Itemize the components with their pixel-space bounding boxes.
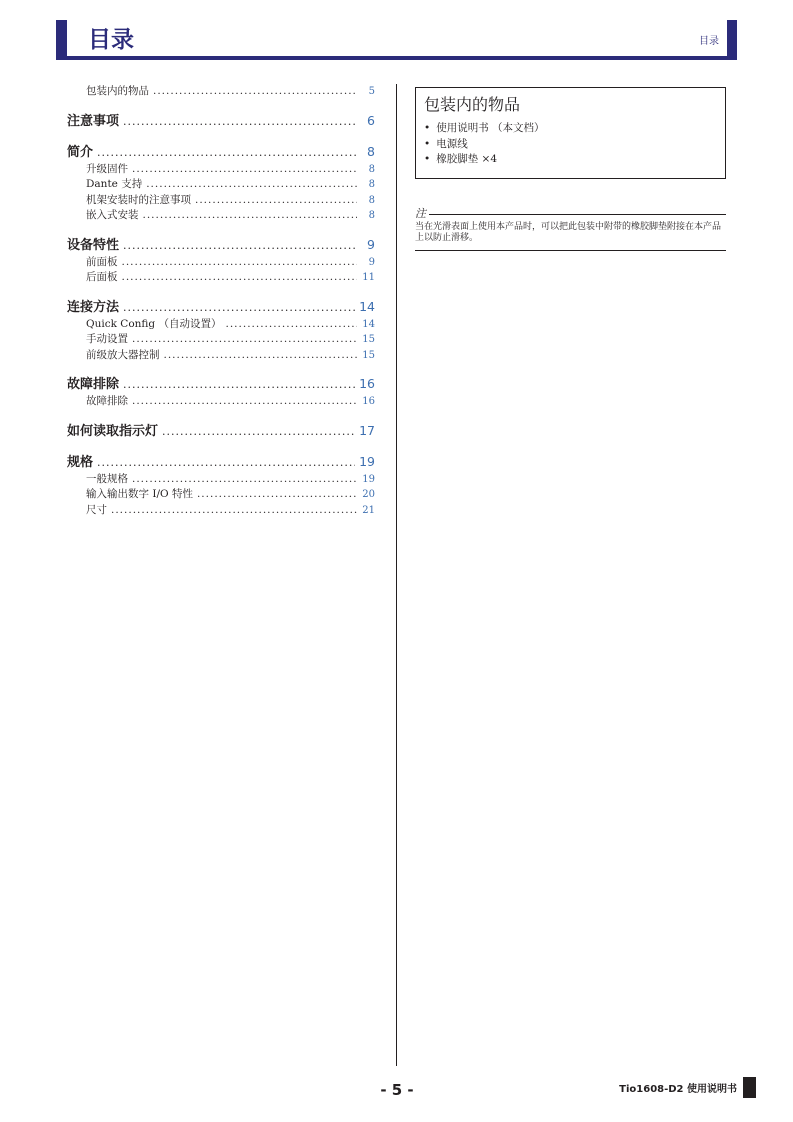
toc-entry-main[interactable] xyxy=(67,375,375,394)
toc-entry-label: 设备特性 xyxy=(67,237,120,253)
toc-entry-main[interactable] xyxy=(67,236,375,255)
table-of-contents xyxy=(67,84,375,518)
toc-entry-sub[interactable] xyxy=(67,487,375,503)
toc-entry-sub[interactable] xyxy=(67,394,375,410)
toc-page-link[interactable]: 8 xyxy=(368,210,375,221)
toc-entry-sub[interactable] xyxy=(67,177,375,193)
toc-page-link[interactable]: 16 xyxy=(362,396,375,407)
toc-entry-sub[interactable] xyxy=(67,332,375,348)
toc-entry-label: 尺寸 xyxy=(86,503,107,516)
toc-entry-sub[interactable] xyxy=(67,270,375,286)
toc-entry-sub[interactable] xyxy=(67,503,375,519)
toc-entry-label: 嵌入式安装 xyxy=(86,209,139,221)
toc-group-gap xyxy=(67,286,375,298)
toc-entry-label: 手动设置 xyxy=(86,333,128,345)
toc-entry-label: 前级放大器控制 xyxy=(86,348,160,361)
toc-entry-label: 故障排除 xyxy=(86,395,128,407)
list-item: • 电源线 xyxy=(424,137,717,153)
toc-entry-sub[interactable] xyxy=(67,255,375,271)
toc-page-link[interactable]: 20 xyxy=(362,489,375,500)
toc-group-gap xyxy=(67,131,375,143)
column-divider xyxy=(396,84,397,1066)
toc-entry-main[interactable] xyxy=(67,422,375,441)
package-contents-box xyxy=(415,87,726,179)
toc-leader-dots xyxy=(132,394,357,410)
toc-entry-label: 升级固件 xyxy=(86,162,128,175)
toc-entry-sub[interactable] xyxy=(67,317,375,333)
toc-entry-label: Quick Config （自动设置） xyxy=(86,317,222,330)
toc-leader-dots xyxy=(123,113,357,131)
section-label: 目录 xyxy=(699,36,719,47)
list-item: • 橡胶脚垫 ×4 xyxy=(424,152,717,168)
toc-page-link[interactable]: 8 xyxy=(367,143,375,159)
toc-entry-label: 规格 xyxy=(67,454,94,470)
toc-leader-dots xyxy=(132,332,357,348)
toc-leader-dots xyxy=(132,162,357,178)
header-accent-right xyxy=(727,20,737,60)
toc-entry-label: 故障排除 xyxy=(67,377,120,392)
toc-entry-label: 机架安装时的注意事项 xyxy=(86,193,191,206)
toc-page-link[interactable]: 9 xyxy=(367,236,375,252)
toc-entry-main[interactable] xyxy=(67,143,375,162)
note-label: 注 xyxy=(415,207,426,220)
toc-page-link[interactable]: 8 xyxy=(368,163,375,175)
page-number: - 5 - xyxy=(380,1081,414,1099)
toc-leader-dots xyxy=(97,144,357,162)
list-item: • 使用说明书 （本文档） xyxy=(424,121,717,137)
toc-page-link[interactable]: 14 xyxy=(362,318,375,330)
toc-entry-label: Dante 支持 xyxy=(86,178,143,190)
toc-page-link[interactable]: 8 xyxy=(368,179,375,190)
toc-entry-label: 注意事项 xyxy=(67,113,120,129)
toc-entry-sub[interactable] xyxy=(67,84,375,100)
toc-leader-dots xyxy=(143,208,358,224)
toc-entry-label: 输入输出数字 I/O 特性 xyxy=(86,488,193,500)
toc-entry-label: 后面板 xyxy=(86,271,118,283)
toc-page-link[interactable]: 6 xyxy=(367,112,375,128)
toc-page-link[interactable]: 5 xyxy=(368,86,375,97)
toc-leader-dots xyxy=(123,299,355,317)
package-contents-title: 包装内的物品 xyxy=(424,95,521,114)
toc-page-link[interactable]: 19 xyxy=(359,453,375,469)
toc-leader-dots xyxy=(97,454,355,472)
header-rule xyxy=(56,56,737,60)
toc-entry-sub[interactable] xyxy=(67,193,375,209)
toc-entry-sub[interactable] xyxy=(67,472,375,488)
toc-page-link[interactable]: 17 xyxy=(359,422,375,438)
toc-entry-sub[interactable] xyxy=(67,162,375,178)
toc-entry-label: 如何读取指示灯 xyxy=(67,423,159,439)
toc-leader-dots xyxy=(132,472,357,488)
toc-entry-label: 一般规格 xyxy=(86,472,128,485)
toc-page-link[interactable]: 15 xyxy=(362,334,375,345)
toc-page-link[interactable]: 21 xyxy=(362,504,375,516)
toc-group-gap xyxy=(67,100,375,112)
toc-entry-sub[interactable] xyxy=(67,208,375,224)
note-text: 当在光滑表面上使用本产品时，可以把此包装中附带的橡胶脚垫附接在本产品上以防止滑移。 xyxy=(415,222,726,251)
toc-page-link[interactable]: 19 xyxy=(362,473,375,485)
toc-entry-label: 简介 xyxy=(67,144,94,160)
note-block xyxy=(415,207,726,251)
toc-entry-main[interactable] xyxy=(67,112,375,131)
toc-entry-label: 前面板 xyxy=(86,255,118,268)
toc-leader-dots xyxy=(111,503,357,519)
toc-leader-dots xyxy=(123,237,357,255)
toc-leader-dots xyxy=(146,177,357,193)
document-title: Tio1608-D2 使用说明书 xyxy=(619,1084,737,1095)
toc-leader-dots xyxy=(195,193,357,209)
toc-page-link[interactable]: 11 xyxy=(362,272,375,283)
toc-entry-sub[interactable] xyxy=(67,348,375,364)
toc-leader-dots xyxy=(153,84,357,100)
note-rule xyxy=(429,214,726,215)
footer-marker xyxy=(743,1077,756,1098)
toc-leader-dots xyxy=(162,423,355,441)
toc-leader-dots xyxy=(164,348,358,364)
toc-group-gap xyxy=(67,410,375,422)
toc-group-gap xyxy=(67,224,375,236)
toc-leader-dots xyxy=(226,317,358,333)
toc-group-gap xyxy=(67,441,375,453)
header-accent-left xyxy=(56,20,67,60)
toc-page-link[interactable]: 14 xyxy=(359,298,375,314)
toc-page-link[interactable]: 9 xyxy=(368,256,375,268)
toc-page-link[interactable]: 15 xyxy=(362,349,375,361)
toc-leader-dots xyxy=(122,270,358,286)
toc-entry-main[interactable] xyxy=(67,453,375,472)
note-header xyxy=(415,207,726,221)
toc-page-link[interactable]: 8 xyxy=(368,194,375,206)
toc-page-link[interactable]: 16 xyxy=(359,376,375,391)
toc-entry-label: 连接方法 xyxy=(67,299,120,315)
toc-leader-dots xyxy=(122,255,358,271)
toc-entry-label: 包装内的物品 xyxy=(86,85,149,97)
toc-leader-dots xyxy=(197,487,357,503)
toc-leader-dots xyxy=(123,376,355,394)
toc-entry-main[interactable] xyxy=(67,298,375,317)
package-contents-list xyxy=(424,121,717,168)
toc-group-gap xyxy=(67,363,375,375)
page-title: 目录 xyxy=(88,27,134,53)
